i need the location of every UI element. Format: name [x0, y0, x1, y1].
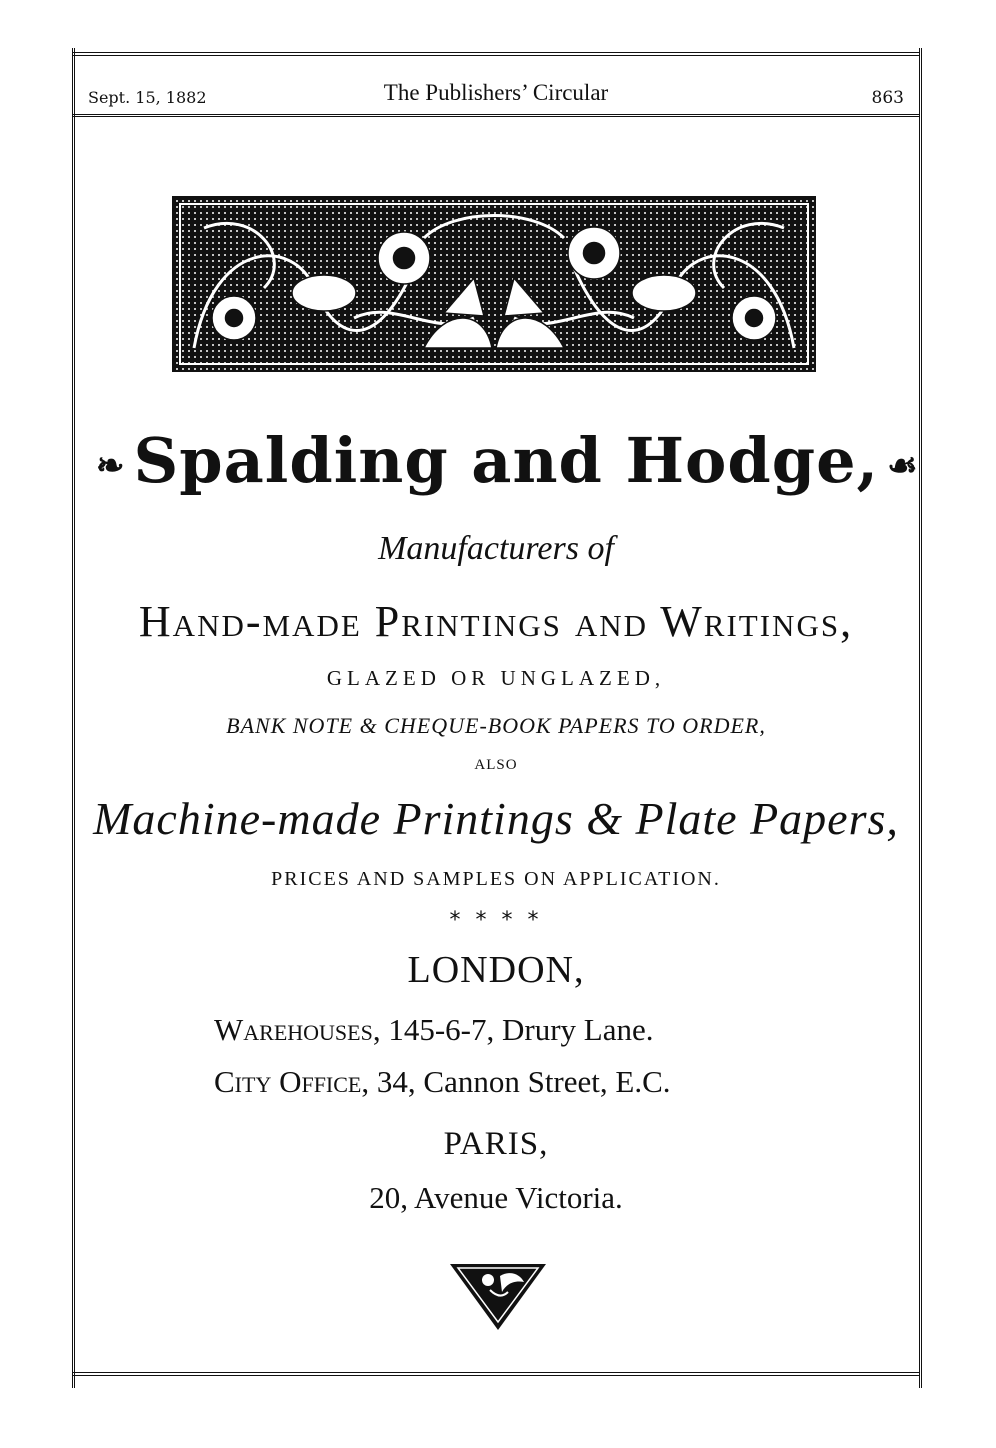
page-number: 863 — [871, 88, 904, 108]
also-label: ALSO — [474, 757, 518, 773]
paris-address: 20, Avenue Victoria. — [369, 1180, 623, 1215]
ornamental-banner-icon — [174, 198, 814, 370]
bottom-border-rule — [72, 1372, 920, 1376]
firm-name-line — [88, 424, 919, 497]
firm-name: Spalding and Hodge, — [133, 424, 880, 497]
manufacturers-of: Manufacturers of — [378, 530, 614, 567]
ornamental-banner — [172, 196, 816, 372]
asterism-separator: * * * * — [449, 908, 543, 933]
city-paris: PARIS, — [443, 1126, 549, 1162]
city-office-street: 34, Cannon Street, E.C. — [376, 1064, 671, 1099]
bank-note-line: BANK NOTE & CHEQUE-BOOK PAPERS TO ORDER, — [226, 713, 766, 738]
warehouses-street: 145-6-7, Drury Lane. — [388, 1012, 654, 1047]
header-title: The Publishers’ Circular — [383, 80, 609, 105]
top-border-rule — [72, 52, 920, 56]
triangular-tailpiece-ornament — [448, 1262, 548, 1332]
warehouses-label: Warehouses, — [214, 1012, 381, 1047]
city-london: LONDON, — [407, 949, 585, 991]
warehouses-address — [214, 1012, 653, 1048]
hand-made-products: Hand-made Printings and Writings, — [138, 597, 854, 646]
machine-made-line: Machine-made Printings & Plate Papers, — [93, 793, 899, 844]
header-rule — [72, 114, 920, 117]
header-date: Sept. 15, 1882 — [88, 88, 207, 107]
city-office-label: City Office, — [214, 1064, 370, 1099]
finish-line: GLAZED OR UNGLAZED, — [326, 666, 666, 690]
prices-line: PRICES AND SAMPLES ON APPLICATION. — [271, 868, 721, 890]
running-header — [88, 80, 904, 108]
city-office-address — [214, 1064, 671, 1100]
fleuron-right-icon: ☙ — [887, 446, 919, 486]
fleuron-left-icon: ❧ — [96, 446, 126, 486]
